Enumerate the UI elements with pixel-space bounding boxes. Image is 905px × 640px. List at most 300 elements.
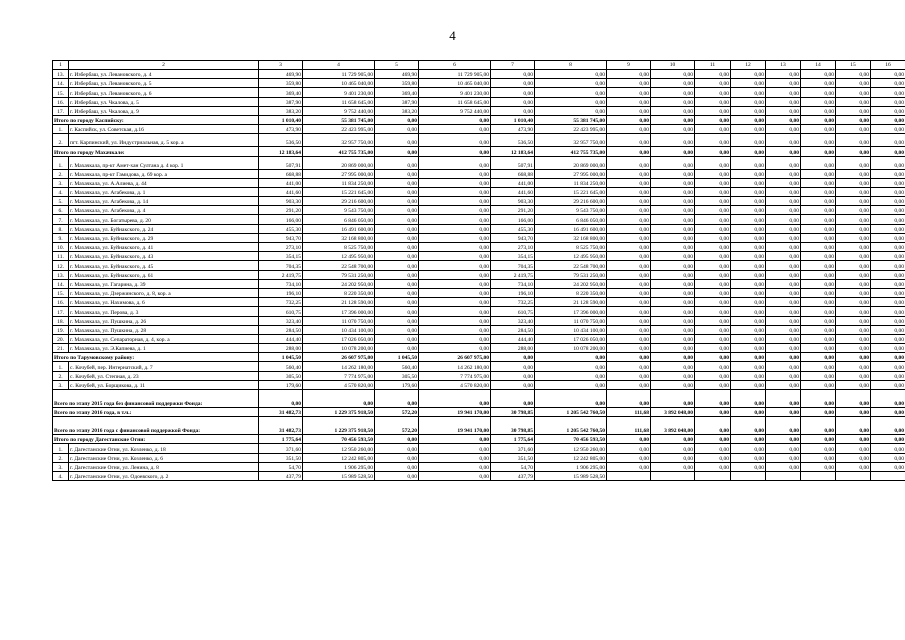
total-value-cell: 3 892 048,00 <box>651 417 695 435</box>
total-value-cell: 0,00 <box>695 408 731 417</box>
value-cell: 9 401 230,00 <box>419 88 491 97</box>
value-cell: 15 989 528,50 <box>303 471 375 480</box>
value-cell: 0,00 <box>651 206 695 215</box>
value-cell: 0,00 <box>607 279 651 288</box>
table-row <box>53 88 905 97</box>
value-cell: 0,00 <box>491 106 535 115</box>
total-value-cell: 0,00 <box>695 417 731 435</box>
address-cell: г. Избербаш, ул. Левановского, д. 6 <box>69 88 259 97</box>
total-value-cell: 0,00 <box>836 115 871 124</box>
value-cell: 24 202 950,00 <box>535 279 607 288</box>
value-cell: 0,00 <box>766 243 801 252</box>
value-cell: 536,50 <box>259 134 303 147</box>
value-cell: 0,00 <box>731 344 766 353</box>
value-cell: 0,00 <box>607 307 651 316</box>
value-cell: 0,00 <box>766 334 801 343</box>
total-value-cell: 12 183,64 <box>259 147 303 156</box>
value-cell: 0,00 <box>731 178 766 187</box>
value-cell: 0,00 <box>419 125 491 134</box>
value-cell: 0,00 <box>731 206 766 215</box>
value-cell: 0,00 <box>731 215 766 224</box>
value-cell: 22 548 700,00 <box>303 261 375 270</box>
table-row <box>53 97 905 106</box>
value-cell: 0,00 <box>607 362 651 371</box>
value-cell: 9 401 230,00 <box>303 88 375 97</box>
value-cell: 166,00 <box>259 215 303 224</box>
value-cell: 0,00 <box>491 362 535 371</box>
value-cell: 0,00 <box>419 288 491 297</box>
value-cell: 0,00 <box>871 334 905 343</box>
value-cell: 0,00 <box>607 462 651 471</box>
value-cell: 0,00 <box>535 88 607 97</box>
total-row <box>53 115 905 124</box>
total-label: Итого по городу Махачкале: <box>53 147 259 156</box>
value-cell: 305,50 <box>259 371 303 380</box>
value-cell: 0,00 <box>695 206 731 215</box>
value-cell: 359,80 <box>259 79 303 88</box>
row-index: 8. <box>53 224 69 233</box>
value-cell: 0,00 <box>801 252 836 261</box>
value-cell: 437,79 <box>491 471 535 480</box>
value-cell: 0,00 <box>651 224 695 233</box>
value-cell: 273,10 <box>491 243 535 252</box>
column-header: 7 <box>491 61 535 70</box>
value-cell: 32 957 750,00 <box>535 134 607 147</box>
value-cell: 0,00 <box>695 134 731 147</box>
value-cell: 0,00 <box>607 243 651 252</box>
value-cell: 0,00 <box>766 79 801 88</box>
column-header: 11 <box>695 61 731 70</box>
total-value-cell: 0,00 <box>535 353 607 362</box>
value-cell: 0,00 <box>607 270 651 279</box>
total-label: Итого по городу Дагестанские Огни: <box>53 435 259 444</box>
address-cell: г. Каспийск, ул. Советская, д.16 <box>69 125 259 134</box>
address-cell: пгт. Карпинский, ул. Индустриальная, д. 5 кор. а <box>69 134 259 147</box>
value-cell: 32 168 800,00 <box>303 233 375 242</box>
value-cell: 536,50 <box>491 134 535 147</box>
address-cell: г. Махачкала, ул. Буйнакского, д. 29 <box>69 233 259 242</box>
value-cell: 0,00 <box>801 97 836 106</box>
row-index: 2. <box>53 169 69 178</box>
value-cell: 0,00 <box>375 233 419 242</box>
value-cell: 0,00 <box>535 106 607 115</box>
value-cell: 0,00 <box>836 307 871 316</box>
value-cell: 0,00 <box>651 233 695 242</box>
value-cell: 0,00 <box>695 307 731 316</box>
value-cell: 0,00 <box>836 88 871 97</box>
value-cell: 4 570 820,00 <box>303 380 375 389</box>
value-cell: 0,00 <box>607 215 651 224</box>
value-cell: 0,00 <box>695 224 731 233</box>
value-cell: 9 752 440,00 <box>303 106 375 115</box>
value-cell: 455,30 <box>259 224 303 233</box>
address-cell: г. Махачкала, пр-кт Амет-хан Султана д. 4 кор. 1 <box>69 156 259 169</box>
value-cell: 0,00 <box>651 178 695 187</box>
value-cell: 0,00 <box>491 371 535 380</box>
value-cell: 0,00 <box>695 288 731 297</box>
value-cell: 0,00 <box>375 334 419 343</box>
value-cell: 0,00 <box>375 169 419 178</box>
value-cell: 9 543 750,00 <box>535 206 607 215</box>
value-cell: 0,00 <box>766 270 801 279</box>
value-cell: 507,91 <box>491 156 535 169</box>
value-cell: 444,40 <box>259 334 303 343</box>
value-cell: 444,40 <box>491 334 535 343</box>
value-cell: 0,00 <box>419 134 491 147</box>
value-cell: 351,50 <box>491 453 535 462</box>
value-cell: 441,00 <box>491 178 535 187</box>
value-cell <box>766 471 801 480</box>
value-cell: 0,00 <box>375 125 419 134</box>
value-cell: 0,00 <box>535 362 607 371</box>
value-cell: 0,00 <box>801 453 836 462</box>
total-label: Итого по Тарумовскому району: <box>53 353 259 362</box>
total-value-cell: 0,00 <box>419 390 491 408</box>
total-row <box>53 147 905 156</box>
value-cell: 0,00 <box>836 371 871 380</box>
row-index: 19. <box>53 325 69 334</box>
value-cell: 0,00 <box>871 444 905 453</box>
value-cell: 387,90 <box>259 97 303 106</box>
value-cell: 0,00 <box>695 197 731 206</box>
value-cell: 22 548 700,00 <box>535 261 607 270</box>
value-cell: 0,00 <box>419 316 491 325</box>
value-cell: 0,00 <box>766 307 801 316</box>
value-cell: 0,00 <box>419 215 491 224</box>
table-row <box>53 79 905 88</box>
value-cell: 0,00 <box>695 125 731 134</box>
value-cell: 0,00 <box>766 215 801 224</box>
value-cell: 0,00 <box>871 79 905 88</box>
value-cell: 2 419,75 <box>491 270 535 279</box>
table-row <box>53 344 905 353</box>
value-cell: 32 957 750,00 <box>303 134 375 147</box>
value-cell: 21 128 590,00 <box>535 298 607 307</box>
value-cell: 0,00 <box>491 97 535 106</box>
value-cell: 943,70 <box>491 233 535 242</box>
row-index: 3. <box>53 380 69 389</box>
value-cell: 734,10 <box>259 279 303 288</box>
value-cell: 0,00 <box>419 206 491 215</box>
value-cell: 0,00 <box>766 125 801 134</box>
value-cell: 11 834 250,00 <box>303 178 375 187</box>
value-cell: 166,00 <box>491 215 535 224</box>
value-cell: 0,00 <box>731 316 766 325</box>
value-cell: 179,60 <box>259 380 303 389</box>
total-value-cell: 0,00 <box>871 408 905 417</box>
value-cell: 0,00 <box>731 444 766 453</box>
address-cell: с. Кочубей, ул. Борщикова, д. 11 <box>69 380 259 389</box>
value-cell: 2 419,75 <box>259 270 303 279</box>
value-cell: 0,00 <box>651 215 695 224</box>
value-cell: 0,00 <box>607 444 651 453</box>
total-value-cell: 1 775,64 <box>491 435 535 444</box>
value-cell: 0,00 <box>731 288 766 297</box>
value-cell: 0,00 <box>731 325 766 334</box>
value-cell: 0,00 <box>651 298 695 307</box>
row-index: 7. <box>53 215 69 224</box>
value-cell: 0,00 <box>375 252 419 261</box>
value-cell: 0,00 <box>836 233 871 242</box>
total-value-cell: 0,00 <box>375 115 419 124</box>
value-cell: 0,00 <box>607 380 651 389</box>
value-cell: 0,00 <box>801 206 836 215</box>
value-cell: 704,35 <box>491 261 535 270</box>
value-cell: 0,00 <box>766 453 801 462</box>
value-cell: 0,00 <box>766 444 801 453</box>
address-cell: г. Махачкала, ул. Агабекова, д. 1 <box>69 187 259 196</box>
value-cell: 17 026 050,00 <box>303 334 375 343</box>
value-cell: 0,00 <box>766 380 801 389</box>
value-cell: 323,40 <box>259 316 303 325</box>
value-cell: 0,00 <box>801 334 836 343</box>
value-cell: 27 995 000,00 <box>535 169 607 178</box>
value-cell: 0,00 <box>801 215 836 224</box>
address-cell: г. Махачкала, ул. Агабекова, д. 14 <box>69 197 259 206</box>
value-cell: 0,00 <box>419 444 491 453</box>
value-cell: 0,00 <box>871 134 905 147</box>
value-cell: 1 906 295,00 <box>535 462 607 471</box>
total-value-cell: 111,68 <box>607 408 651 417</box>
value-cell: 11 658 645,00 <box>303 97 375 106</box>
table-row <box>53 279 905 288</box>
value-cell: 734,10 <box>491 279 535 288</box>
row-index: 5. <box>53 197 69 206</box>
value-cell: 0,00 <box>375 288 419 297</box>
address-cell: г. Махачкала, ул. Гагарина, д. 39 <box>69 279 259 288</box>
value-cell: 0,00 <box>871 169 905 178</box>
value-cell: 0,00 <box>836 187 871 196</box>
address-cell: г. Дагестанские Огни, ул. Ленина, д. 8 <box>69 462 259 471</box>
address-cell: г. Махачкала, ул. Буйнакского, д. 24 <box>69 224 259 233</box>
value-cell: 437,79 <box>259 471 303 480</box>
value-cell: 9 752 440,00 <box>419 106 491 115</box>
value-cell: 0,00 <box>607 261 651 270</box>
value-cell: 0,00 <box>731 70 766 79</box>
value-cell: 0,00 <box>766 288 801 297</box>
value-cell: 0,00 <box>836 197 871 206</box>
value-cell: 0,00 <box>375 215 419 224</box>
value-cell: 0,00 <box>801 88 836 97</box>
value-cell: 0,00 <box>836 156 871 169</box>
value-cell: 288,00 <box>491 344 535 353</box>
row-index: 10. <box>53 243 69 252</box>
value-cell: 0,00 <box>871 178 905 187</box>
column-header: 2 <box>69 61 259 70</box>
value-cell: 0,00 <box>419 344 491 353</box>
value-cell: 0,00 <box>731 233 766 242</box>
row-index: 1. <box>53 362 69 371</box>
registry-table <box>52 60 905 481</box>
value-cell: 0,00 <box>607 224 651 233</box>
value-cell: 0,00 <box>766 134 801 147</box>
total-value-cell: 0,00 <box>651 147 695 156</box>
table-row <box>53 125 905 134</box>
column-header: 3 <box>259 61 303 70</box>
table-row <box>53 453 905 462</box>
column-header: 8 <box>535 61 607 70</box>
total-value-cell: 0,00 <box>871 353 905 362</box>
table-row <box>53 134 905 147</box>
value-cell: 0,00 <box>766 261 801 270</box>
column-number-header-row <box>53 61 905 70</box>
table-row <box>53 169 905 178</box>
value-cell: 0,00 <box>375 261 419 270</box>
row-index: 20. <box>53 334 69 343</box>
value-cell: 0,00 <box>651 380 695 389</box>
address-cell: г. Махачкала, ул. Сепараторная, д. 4, кор. а <box>69 334 259 343</box>
total-value-cell: 0,00 <box>731 147 766 156</box>
value-cell: 371,60 <box>491 444 535 453</box>
value-cell: 0,00 <box>871 156 905 169</box>
value-cell: 288,00 <box>259 344 303 353</box>
value-cell: 668,88 <box>259 169 303 178</box>
value-cell: 0,00 <box>871 70 905 79</box>
value-cell: 0,00 <box>836 134 871 147</box>
value-cell: 0,00 <box>766 156 801 169</box>
value-cell: 0,00 <box>801 106 836 115</box>
value-cell: 0,00 <box>607 233 651 242</box>
total-label: Всего по этапу 2015 года без финансовой поддержки Фонда: <box>53 390 259 408</box>
value-cell: 12 950 260,00 <box>303 444 375 453</box>
value-cell: 0,00 <box>419 224 491 233</box>
value-cell: 0,00 <box>375 156 419 169</box>
value-cell: 943,70 <box>259 233 303 242</box>
value-cell: 0,00 <box>731 270 766 279</box>
total-value-cell: 0,00 <box>801 147 836 156</box>
total-row <box>53 390 905 408</box>
value-cell: 0,00 <box>871 453 905 462</box>
value-cell: 9 543 750,00 <box>303 206 375 215</box>
value-cell: 29 216 600,00 <box>303 197 375 206</box>
column-header: 12 <box>731 61 766 70</box>
value-cell: 0,00 <box>731 252 766 261</box>
total-value-cell: 26 607 975,00 <box>303 353 375 362</box>
table-row <box>53 70 905 79</box>
value-cell: 10 434 100,00 <box>535 325 607 334</box>
value-cell: 10 078 200,00 <box>535 344 607 353</box>
value-cell: 0,00 <box>651 270 695 279</box>
table-row <box>53 288 905 297</box>
table-row <box>53 187 905 196</box>
value-cell: 441,60 <box>259 187 303 196</box>
value-cell: 323,40 <box>491 316 535 325</box>
value-cell: 14 262 180,00 <box>419 362 491 371</box>
value-cell: 0,00 <box>695 70 731 79</box>
value-cell: 0,00 <box>695 215 731 224</box>
value-cell: 0,00 <box>607 252 651 261</box>
value-cell: 179,60 <box>375 380 419 389</box>
value-cell: 369,40 <box>375 88 419 97</box>
value-cell: 0,00 <box>836 362 871 371</box>
total-value-cell: 19 941 170,00 <box>419 417 491 435</box>
value-cell: 0,00 <box>535 371 607 380</box>
value-cell: 17 396 000,00 <box>535 307 607 316</box>
value-cell: 0,00 <box>836 169 871 178</box>
total-value-cell: 1 045,50 <box>375 353 419 362</box>
value-cell: 10 078 200,00 <box>303 344 375 353</box>
row-index: 14. <box>53 79 69 88</box>
value-cell: 0,00 <box>871 224 905 233</box>
value-cell: 0,00 <box>731 197 766 206</box>
address-cell: г. Махачкала, ул. Э.Капиева, д. 1 <box>69 344 259 353</box>
value-cell: 10 465 040,00 <box>419 79 491 88</box>
total-value-cell: 0,00 <box>607 147 651 156</box>
value-cell: 0,00 <box>695 187 731 196</box>
value-cell: 0,00 <box>695 344 731 353</box>
total-value-cell: 0,00 <box>871 435 905 444</box>
value-cell: 0,00 <box>801 224 836 233</box>
value-cell: 0,00 <box>801 125 836 134</box>
value-cell: 0,00 <box>651 197 695 206</box>
value-cell: 0,00 <box>801 380 836 389</box>
value-cell: 0,00 <box>375 178 419 187</box>
value-cell: 0,00 <box>836 462 871 471</box>
table-row <box>53 270 905 279</box>
value-cell: 0,00 <box>836 453 871 462</box>
value-cell: 0,00 <box>766 169 801 178</box>
value-cell: 17 026 050,00 <box>535 334 607 343</box>
table-row <box>53 215 905 224</box>
value-cell: 0,00 <box>731 462 766 471</box>
value-cell: 15 221 645,00 <box>535 187 607 196</box>
row-index: 13. <box>53 70 69 79</box>
value-cell: 0,00 <box>607 316 651 325</box>
total-value-cell: 0,00 <box>607 435 651 444</box>
value-cell: 8 525 750,00 <box>303 243 375 252</box>
value-cell: 305,50 <box>375 371 419 380</box>
address-cell: г. Махачкала, ул. Богатырева, д. 20 <box>69 215 259 224</box>
value-cell: 354,15 <box>491 252 535 261</box>
table-row <box>53 380 905 389</box>
value-cell: 15 221 645,00 <box>303 187 375 196</box>
value-cell <box>836 471 871 480</box>
row-index: 1. <box>53 125 69 134</box>
table-row <box>53 316 905 325</box>
value-cell: 0,00 <box>375 187 419 196</box>
address-cell: г. Махачкала, ул. Буйнакского, д. 41 <box>69 243 259 252</box>
value-cell: 0,00 <box>607 178 651 187</box>
total-value-cell: 0,00 <box>651 390 695 408</box>
row-index: 2. <box>53 134 69 147</box>
value-cell: 0,00 <box>836 261 871 270</box>
value-cell <box>871 471 905 480</box>
value-cell: 0,00 <box>651 453 695 462</box>
value-cell: 0,00 <box>375 453 419 462</box>
value-cell: 0,00 <box>535 79 607 88</box>
total-value-cell: 0,00 <box>419 115 491 124</box>
value-cell: 0,00 <box>651 187 695 196</box>
value-cell: 441,60 <box>491 187 535 196</box>
row-index: 18. <box>53 316 69 325</box>
column-header: 4 <box>303 61 375 70</box>
value-cell: 0,00 <box>801 243 836 252</box>
registry-table-wrapper <box>52 60 904 481</box>
value-cell: 0,00 <box>651 334 695 343</box>
value-cell: 0,00 <box>607 106 651 115</box>
total-value-cell: 0,00 <box>766 353 801 362</box>
total-value-cell: 0,00 <box>695 435 731 444</box>
value-cell: 0,00 <box>871 252 905 261</box>
value-cell: 0,00 <box>801 371 836 380</box>
value-cell: 0,00 <box>766 279 801 288</box>
value-cell: 7 774 975,00 <box>303 371 375 380</box>
row-index: 16. <box>53 298 69 307</box>
value-cell: 0,00 <box>801 70 836 79</box>
total-value-cell: 30 798,85 <box>491 408 535 417</box>
total-value-cell: 0,00 <box>836 390 871 408</box>
value-cell: 0,00 <box>651 156 695 169</box>
